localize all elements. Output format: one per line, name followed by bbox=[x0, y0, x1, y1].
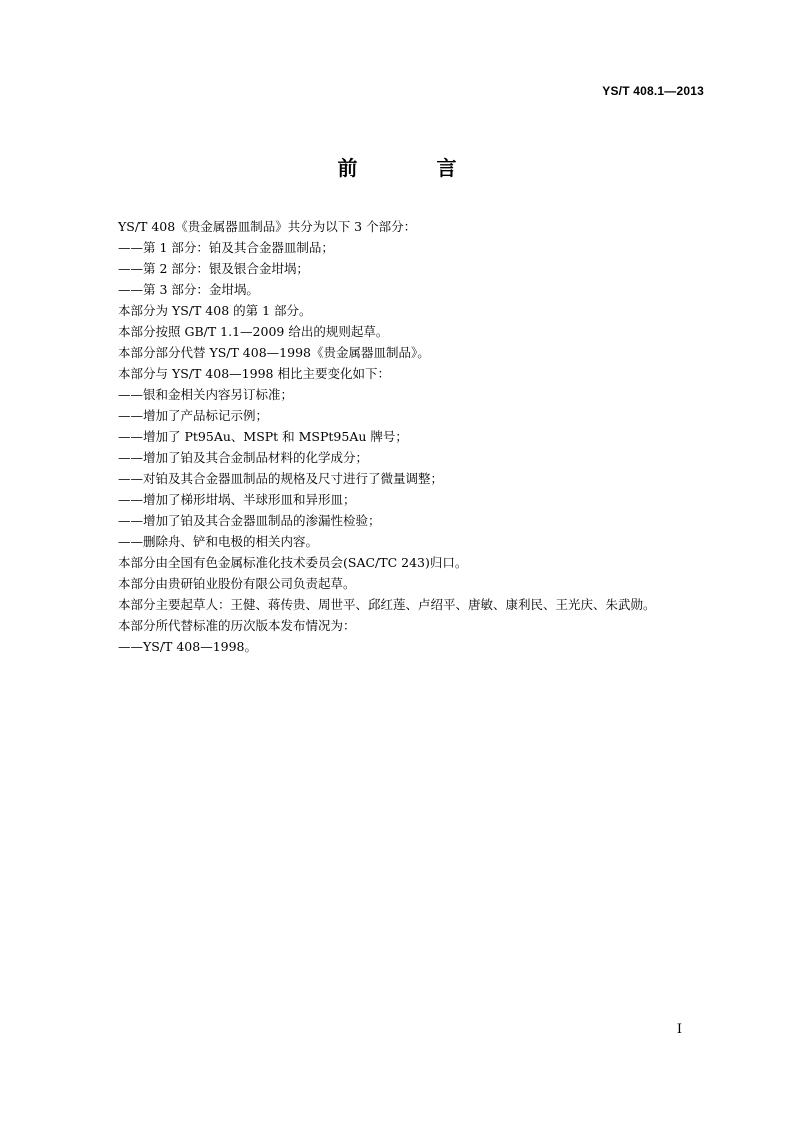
list-item: ——增加了梯形坩埚、半球形皿和异形皿； bbox=[118, 492, 356, 507]
body-line: 本部分与 YS/T 408—1998 相比主要变化如下： bbox=[118, 366, 390, 381]
body-line: YS/T 408《贵金属器皿制品》共分为以下 3 个部分： bbox=[118, 219, 417, 234]
body-line: 本部分主要起草人：王健、蒋传贵、周世平、邱红莲、卢绍平、唐敏、康利民、王光庆、朱武勋。 bbox=[118, 597, 656, 612]
list-item: ——增加了产品标记示例； bbox=[118, 408, 269, 423]
list-item: ——对铂及其合金器皿制品的规格及尺寸进行了微量调整； bbox=[118, 471, 444, 486]
body-line: 本部分按照 GB/T 1.1—2009 给出的规则起草。 bbox=[118, 324, 389, 339]
body-line: 本部分由全国有色金属标准化技术委员会(SAC/TC 243)归口。 bbox=[118, 555, 468, 570]
page-title: 前 言 bbox=[337, 156, 493, 180]
body-line: 本部分由贵研铂业股份有限公司负责起草。 bbox=[118, 576, 356, 591]
body-line: 本部分所代替标准的历次版本发布情况为： bbox=[118, 618, 356, 633]
foreword-body bbox=[118, 216, 718, 657]
list-item: ——YS/T 408—1998。 bbox=[118, 639, 258, 654]
body-line: 本部分部分代替 YS/T 408—1998《贵金属器皿制品》。 bbox=[118, 345, 430, 360]
list-item: ——增加了铂及其合金制品材料的化学成分； bbox=[118, 450, 369, 465]
list-item: ——第 3 部分：金坩埚。 bbox=[118, 282, 259, 297]
list-item: ——第 2 部分：银及银合金坩埚； bbox=[118, 261, 309, 276]
list-item: ——增加了 Pt95Au、MSPt 和 MSPt95Au 牌号； bbox=[118, 429, 408, 444]
list-item: ——增加了铂及其合金器皿制品的渗漏性检验； bbox=[118, 513, 381, 528]
list-item: ——删除舟、铲和电极的相关内容。 bbox=[118, 534, 319, 549]
list-item: ——银和金相关内容另订标准； bbox=[118, 387, 294, 402]
body-line: 本部分为 YS/T 408 的第 1 部分。 bbox=[118, 303, 312, 318]
list-item: ——第 1 部分：铂及其合金器皿制品； bbox=[118, 240, 334, 255]
page-number: I bbox=[676, 1022, 682, 1037]
standard-code: YS/T 408.1—2013 bbox=[602, 84, 704, 98]
